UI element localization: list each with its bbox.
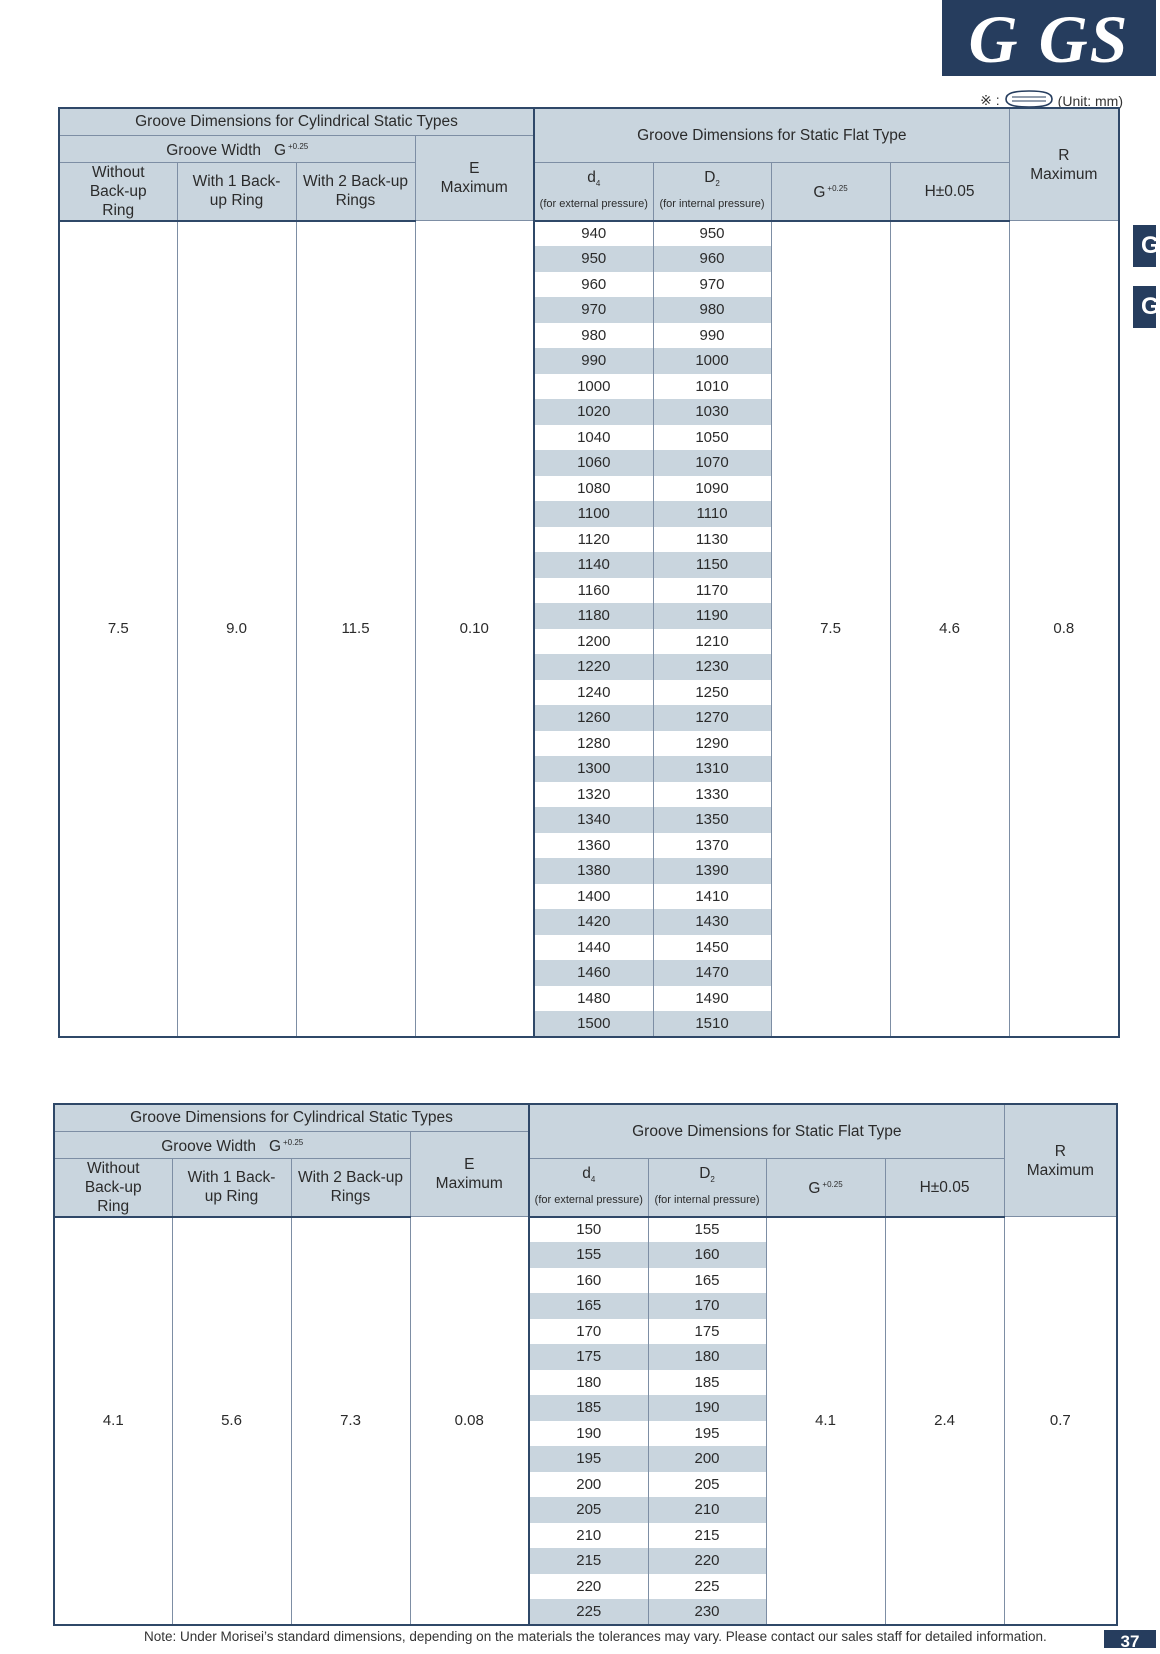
cell-d2: 1110 [653, 501, 771, 527]
col-with1: With 1 Back-up Ring [177, 162, 296, 221]
cell-d2: 1430 [653, 909, 771, 935]
flat-title: Groove Dimensions for Static Flat Type [529, 1104, 1004, 1158]
cell-d2: 225 [648, 1574, 766, 1600]
cell-d2: 1130 [653, 527, 771, 553]
cell-d2: 970 [653, 272, 771, 298]
col-e: E Maximum [410, 1131, 529, 1217]
cell-d4: 1300 [534, 756, 653, 782]
cell-d2: 220 [648, 1548, 766, 1574]
cell-d2: 210 [648, 1497, 766, 1523]
cell-d4: 155 [529, 1242, 648, 1268]
col-without: Without Back-up Ring [54, 1158, 172, 1217]
cell-d2: 1330 [653, 782, 771, 808]
cell-d4: 1480 [534, 986, 653, 1012]
cell-d4: 1380 [534, 858, 653, 884]
cell-d2: 1270 [653, 705, 771, 731]
cell-h: 2.4 [885, 1217, 1004, 1625]
cell-d4: 215 [529, 1548, 648, 1574]
col-d2 [653, 162, 771, 221]
cell-d2: 1470 [653, 960, 771, 986]
cell-d4: 1060 [534, 450, 653, 476]
cell-d2: 1000 [653, 348, 771, 374]
col-without: Without Back-up Ring [59, 162, 177, 221]
cell-d2: 960 [653, 246, 771, 272]
cell-d2: 990 [653, 323, 771, 349]
table-body [54, 1217, 1117, 1625]
cell-r: 0.7 [1004, 1217, 1117, 1625]
cell-d2: 1010 [653, 374, 771, 400]
cell-d2: 1070 [653, 450, 771, 476]
cell-d2: 1370 [653, 833, 771, 859]
cell-r: 0.8 [1009, 221, 1119, 1037]
d2-note: (for internal pressure) [654, 1194, 760, 1207]
unit-mark: ※ : [980, 92, 1000, 108]
d4-sub: 4 [590, 1175, 596, 1185]
cell-d2: 1390 [653, 858, 771, 884]
cell-d2: 1230 [653, 654, 771, 680]
cell-with2: 7.3 [291, 1217, 410, 1625]
table-row [59, 221, 1119, 247]
cell-d4: 195 [529, 1446, 648, 1472]
col-h: H±0.05 [885, 1158, 1004, 1217]
cell-d4: 950 [534, 246, 653, 272]
cell-d4: 220 [529, 1574, 648, 1600]
col-with2: With 2 Back-up Rings [291, 1158, 410, 1217]
col-e: E Maximum [415, 135, 534, 221]
cell-d2: 230 [648, 1599, 766, 1625]
cell-d4: 165 [529, 1293, 648, 1319]
cell-d4: 1000 [534, 374, 653, 400]
cell-d4: 1400 [534, 884, 653, 910]
cell-d4: 1280 [534, 731, 653, 757]
cell-g: 7.5 [771, 221, 890, 1037]
cell-d4: 940 [534, 221, 653, 247]
cell-h: 4.6 [890, 221, 1009, 1037]
brand-title: G GS [942, 0, 1156, 76]
groove-width-header [54, 1131, 410, 1158]
cell-d4: 1420 [534, 909, 653, 935]
col-r: R Maximum [1004, 1104, 1117, 1217]
cell-d2: 155 [648, 1217, 766, 1243]
col-with2: With 2 Back-up Rings [296, 162, 415, 221]
cell-d4: 1120 [534, 527, 653, 553]
cyl-title: Groove Dimensions for Cylindrical Static Types [59, 108, 534, 135]
cell-d2: 205 [648, 1472, 766, 1498]
groove-table-1 [58, 107, 1120, 1038]
g-symbol: G [273, 142, 286, 160]
d4-sub: 4 [595, 179, 601, 189]
cell-d4: 1180 [534, 603, 653, 629]
cell-d4: 1160 [534, 578, 653, 604]
cell-d2: 190 [648, 1395, 766, 1421]
cell-e: 0.10 [415, 221, 534, 1037]
cell-d2: 160 [648, 1242, 766, 1268]
cell-d2: 165 [648, 1268, 766, 1294]
g-symbol: G [268, 1138, 281, 1156]
cell-d4: 205 [529, 1497, 648, 1523]
table-body [59, 221, 1119, 1037]
d4-note: (for external pressure) [534, 1194, 643, 1207]
cell-d2: 1310 [653, 756, 771, 782]
cell-d2: 1250 [653, 680, 771, 706]
cell-d2: 185 [648, 1370, 766, 1396]
col-d2 [648, 1158, 766, 1217]
cell-d4: 200 [529, 1472, 648, 1498]
col-with1: With 1 Back-up Ring [172, 1158, 291, 1217]
flat-title: Groove Dimensions for Static Flat Type [534, 108, 1009, 162]
groove-width-label: Groove Width [161, 1138, 257, 1156]
side-tab-2[interactable]: G [1133, 286, 1156, 328]
cell-d2: 1190 [653, 603, 771, 629]
cell-d4: 225 [529, 1599, 648, 1625]
table-row [54, 1217, 1117, 1243]
d4-label: d [582, 1164, 591, 1182]
cell-with1: 9.0 [177, 221, 296, 1037]
g-symbol: G [808, 1180, 821, 1198]
col-g [771, 162, 890, 221]
cell-d4: 1440 [534, 935, 653, 961]
g-tol: +0.25 [283, 1137, 304, 1147]
cell-d4: 1020 [534, 399, 653, 425]
side-tab-1[interactable]: G [1133, 225, 1156, 267]
cell-d4: 150 [529, 1217, 648, 1243]
cell-d4: 960 [534, 272, 653, 298]
cell-d2: 1490 [653, 986, 771, 1012]
cell-d4: 1320 [534, 782, 653, 808]
cell-d4: 1220 [534, 654, 653, 680]
d2-label: D [704, 168, 716, 186]
cell-d4: 1140 [534, 552, 653, 578]
cell-d2: 1350 [653, 807, 771, 833]
cell-d2: 1410 [653, 884, 771, 910]
g-symbol: G [813, 184, 826, 202]
col-g [766, 1158, 885, 1217]
cell-e: 0.08 [410, 1217, 529, 1625]
groove-width-header [59, 135, 415, 162]
cell-d4: 160 [529, 1268, 648, 1294]
cell-d2: 1210 [653, 629, 771, 655]
cell-d2: 200 [648, 1446, 766, 1472]
groove-width-label: Groove Width [166, 142, 262, 160]
col-d4 [534, 162, 653, 221]
cell-d4: 1500 [534, 1011, 653, 1037]
cell-d4: 1340 [534, 807, 653, 833]
cell-d4: 1460 [534, 960, 653, 986]
col-h: H±0.05 [890, 162, 1009, 221]
cell-d4: 175 [529, 1344, 648, 1370]
groove-table-2 [53, 1103, 1118, 1626]
cell-d2: 195 [648, 1421, 766, 1447]
cell-d2: 1290 [653, 731, 771, 757]
cell-d4: 1100 [534, 501, 653, 527]
d2-sub: 2 [710, 1175, 715, 1185]
cell-d2: 1510 [653, 1011, 771, 1037]
g-tol: +0.25 [822, 1180, 843, 1190]
cell-d4: 190 [529, 1421, 648, 1447]
cell-d4: 970 [534, 297, 653, 323]
cell-with1: 5.6 [172, 1217, 291, 1625]
cell-d4: 1040 [534, 425, 653, 451]
cell-d4: 1260 [534, 705, 653, 731]
cell-d2: 175 [648, 1319, 766, 1345]
cell-d2: 1450 [653, 935, 771, 961]
col-r: R Maximum [1009, 108, 1119, 221]
d2-sub: 2 [715, 179, 720, 189]
cell-d2: 1090 [653, 476, 771, 502]
cell-d4: 1080 [534, 476, 653, 502]
col-d4 [529, 1158, 648, 1217]
cell-d2: 180 [648, 1344, 766, 1370]
unit-label: (Unit: mm) [1057, 92, 1123, 109]
cell-d4: 210 [529, 1523, 648, 1549]
cell-d4: 1360 [534, 833, 653, 859]
cell-without: 7.5 [59, 221, 177, 1037]
cell-d4: 185 [529, 1395, 648, 1421]
page-number: 37 [1104, 1630, 1156, 1648]
cell-d2: 1170 [653, 578, 771, 604]
cell-d4: 990 [534, 348, 653, 374]
cell-d2: 215 [648, 1523, 766, 1549]
d4-note: (for external pressure) [539, 198, 648, 211]
cell-d4: 180 [529, 1370, 648, 1396]
cyl-title: Groove Dimensions for Cylindrical Static Types [54, 1104, 529, 1131]
cell-d2: 170 [648, 1293, 766, 1319]
d2-label: D [699, 1164, 711, 1182]
g-tol: +0.25 [288, 141, 309, 151]
cell-d4: 980 [534, 323, 653, 349]
cell-d2: 1150 [653, 552, 771, 578]
d4-label: d [587, 168, 596, 186]
cell-with2: 11.5 [296, 221, 415, 1037]
cell-d2: 980 [653, 297, 771, 323]
cell-d4: 1200 [534, 629, 653, 655]
d2-note: (for internal pressure) [659, 198, 765, 211]
cell-d2: 1030 [653, 399, 771, 425]
g-tol: +0.25 [827, 184, 848, 194]
footnote: Note: Under Morisei’s standard dimensions, depending on the materials the tolerances may vary. Please contact our sales staff for detailed information. [144, 1629, 1047, 1644]
cell-d2: 950 [653, 221, 771, 247]
cell-d4: 1240 [534, 680, 653, 706]
cell-g: 4.1 [766, 1217, 885, 1625]
cell-without: 4.1 [54, 1217, 172, 1625]
cell-d4: 170 [529, 1319, 648, 1345]
cell-d2: 1050 [653, 425, 771, 451]
